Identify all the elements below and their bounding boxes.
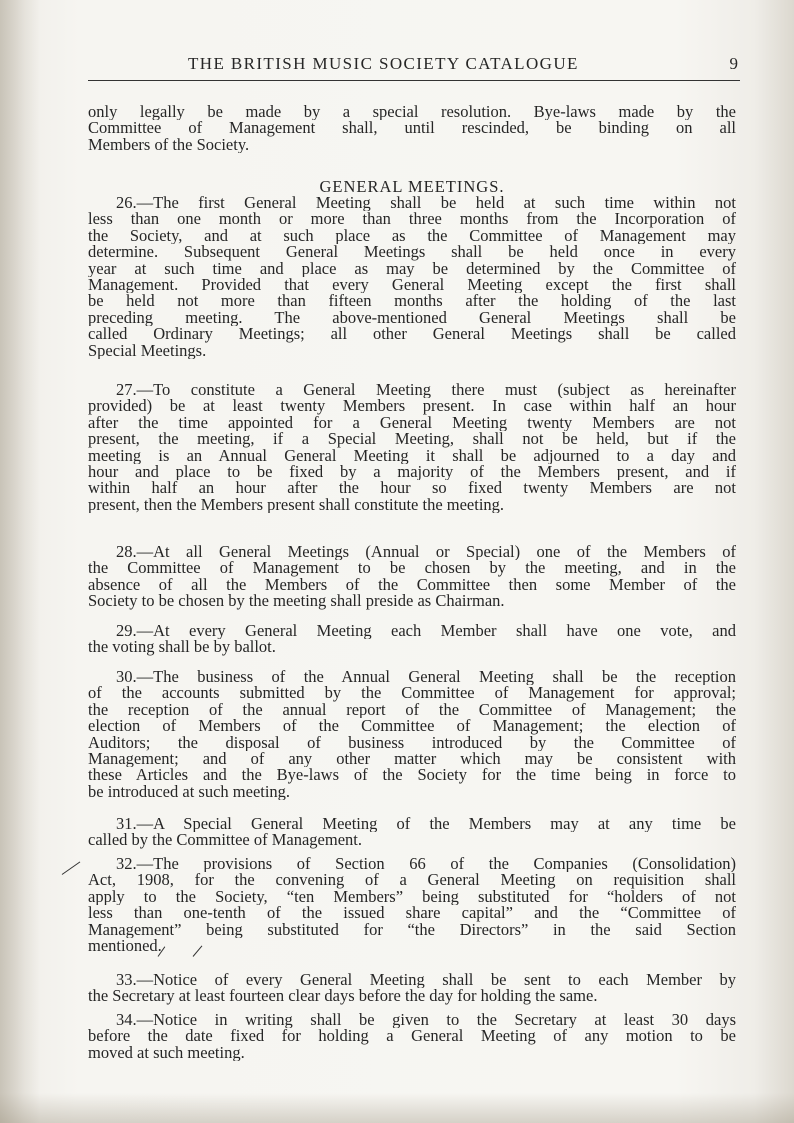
text-line: Auditors; the disposal of business introduced by the Committee of bbox=[88, 734, 736, 751]
text-line: 31.—A Special General Meeting of the Members may at any time be bbox=[116, 816, 736, 833]
text-line: Committee of Management shall, until rescinded, be binding on all bbox=[88, 120, 736, 137]
paragraph-intro bbox=[88, 104, 736, 153]
text-line: these Articles and the Bye-laws of the Society for the time being in force to bbox=[88, 767, 736, 784]
text-line: election of Members of the Committee of Management; the election of bbox=[88, 718, 736, 735]
header-title: THE BRITISH MUSIC SOCIETY CATALOGUE bbox=[188, 54, 579, 73]
text-line: the reception of the annual report of the Committee of Management; the bbox=[88, 701, 736, 719]
text-line: be held not more than fifteen months after the holding of the last bbox=[88, 293, 736, 310]
page-number: 9 bbox=[729, 54, 738, 73]
text-line: 26.—The first General Meeting shall be held at such time within not bbox=[116, 195, 736, 212]
text-line: preceding meeting. The above-mentioned General Meetings shall be bbox=[88, 309, 736, 327]
text-line: hour and place to be fixed by a majority of the Members present, and if bbox=[88, 463, 736, 481]
text-line: Management. Provided that every General Meeting except the first shall bbox=[88, 276, 736, 294]
pencil-mark bbox=[62, 861, 81, 874]
page-shadow-left bbox=[0, 0, 40, 1123]
text-line: 27.—To constitute a General Meeting there must (subject as hereinafter bbox=[116, 382, 736, 399]
paragraph-29 bbox=[88, 623, 736, 656]
text-line: apply to the Society, “ten Members” being substituted for “holders of not bbox=[88, 888, 736, 906]
text-line: 28.—At all General Meetings (Annual or Special) one of the Members of bbox=[116, 544, 736, 561]
text-line: 30.—The business of the Annual General Meeting shall be the reception bbox=[116, 669, 736, 686]
text-line: less than one month or more than three months from the Incorporation of bbox=[88, 211, 736, 228]
text-line: 34.—Notice in writing shall be given to the Secretary at least 30 days bbox=[116, 1012, 736, 1029]
text-line: 33.—Notice of every General Meeting shall be sent to each Member by bbox=[116, 972, 736, 989]
text-line: Members of the Society. bbox=[88, 136, 250, 154]
text-line: Management” being substituted for “the Directors” in the said Section bbox=[88, 921, 736, 938]
header-rule bbox=[88, 80, 740, 81]
page-shadow-bottom bbox=[0, 1093, 794, 1123]
text-line: after the time appointed for a General Meeting twenty Members are not bbox=[88, 414, 736, 432]
text-line: called by the Committee of Management. bbox=[88, 832, 362, 849]
text-line: provided) be at least twenty Members present. In case within half an hour bbox=[88, 398, 736, 415]
text-line: meeting is an Annual General Meeting it shall be adjourned to a day and bbox=[88, 447, 736, 464]
section-heading: GENERAL MEETINGS. bbox=[319, 177, 505, 196]
text-line: 29.—At every General Meeting each Member shall have one vote, and bbox=[116, 623, 736, 640]
text-line: Act, 1908, for the convening of a General Meeting on requisition shall bbox=[88, 872, 736, 889]
text-line: the voting shall be by ballot. bbox=[88, 639, 276, 656]
text-line: present, the meeting, if a Special Meeting, shall not be held, but if the bbox=[88, 431, 736, 448]
text-line: before the date fixed for holding a General Meeting of any motion to be bbox=[88, 1028, 736, 1045]
text-line: mentioned. bbox=[88, 937, 162, 955]
paragraph-33 bbox=[88, 972, 736, 1005]
paragraph-28 bbox=[88, 544, 736, 610]
text-line: of the accounts submitted by the Committee of Management for approval; bbox=[88, 685, 736, 702]
text-line: the Committee of Management to be chosen by the meeting, and in the bbox=[88, 560, 736, 577]
text-line: 32.—The provisions of Section 66 of the Companies (Consolidation) bbox=[116, 856, 736, 873]
paragraph-31 bbox=[88, 816, 736, 849]
text-line: only legally be made by a special resolution. Bye-laws made by the bbox=[88, 104, 736, 121]
paragraph-26 bbox=[88, 195, 736, 359]
text-line: present, then the Members present shall constitute the meeting. bbox=[88, 496, 505, 514]
text-line: determine. Subsequent General Meetings shall be held once in every bbox=[88, 244, 736, 261]
text-line: be introduced at such meeting. bbox=[88, 783, 291, 801]
running-header bbox=[88, 54, 738, 80]
paragraph-32 bbox=[88, 856, 736, 954]
text-line: year at such time and place as may be determined by the Committee of bbox=[88, 260, 736, 277]
text-line: less than one-tenth of the issued share capital” and the “Committee of bbox=[88, 905, 736, 922]
text-line: Society to be chosen by the meeting shall preside as Chairman. bbox=[88, 593, 505, 610]
paragraph-30 bbox=[88, 669, 736, 800]
text-line: Special Meetings. bbox=[88, 342, 207, 359]
text-line: the Society, and at such place as the Committee of Management may bbox=[88, 227, 736, 245]
text-line: called Ordinary Meetings; all other General Meetings shall be called bbox=[88, 326, 736, 343]
text-line: within half an hour after the hour so fixed twenty Members are not bbox=[88, 480, 736, 497]
text-line: Management; and of any other matter which may be consistent with bbox=[88, 750, 736, 768]
paragraph-34 bbox=[88, 1012, 736, 1061]
text-line: absence of all the Members of the Committee then some Member of the bbox=[88, 576, 736, 594]
text-line: moved at such meeting. bbox=[88, 1044, 245, 1062]
text-line: the Secretary at least fourteen clear days before the day for holding the same. bbox=[88, 988, 598, 1005]
paragraph-27 bbox=[88, 382, 736, 513]
